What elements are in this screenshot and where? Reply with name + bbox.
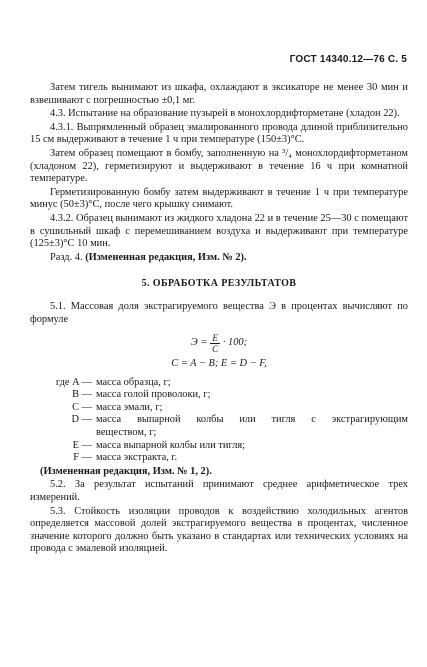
legend-symbol: C — [72, 401, 92, 413]
formula-mass-definitions: C = A − B; E = D − F, [171, 358, 267, 370]
formula-lhs: Э = [190, 336, 208, 348]
legend-description: масса образца, г; [96, 376, 171, 388]
legend-row [30, 440, 408, 453]
legend-description: масса экстракта, г. [96, 452, 178, 464]
legend-description: масса голой проволоки, г; [96, 389, 211, 401]
formula-mass-fraction [30, 332, 408, 354]
legend-symbol: F — [73, 452, 92, 464]
paragraph-sealed-bomb: Герметизированную бомбу затем выдерживают в течение 1 ч при температуре минус (50±3)°С, после чего крышку снимают. [30, 186, 408, 211]
paragraph-cooling: Затем тигель вынимают из шкафа, охлаждают в эксикаторе не менее 30 мин и взвешивают с погрешностью ±0,1 мг. [30, 82, 408, 106]
legend-symbol: E — [72, 439, 92, 451]
section-5-title: 5. ОБРАБОТКА РЕЗУЛЬТАТОВ [141, 278, 297, 290]
formula-numerator: E [212, 332, 218, 343]
legend-description: масса эмали, г; [96, 401, 163, 413]
formula-legend [30, 377, 408, 465]
legend-symbol: где A — [55, 376, 92, 388]
legend-continuation: веществом, г; [96, 427, 157, 439]
paragraph-4-3-2: 4.3.2. Образец вынимают из жидкого хладона 22 и в течение 25—30 с помещают в сушильный шкаф с перемешиванием воздуха и выдерживают при температуре (125±3)°С 10 мин. [30, 212, 408, 250]
legend-row [30, 389, 408, 402]
formula-rhs: · 100; [222, 336, 248, 348]
legend-row [30, 377, 408, 390]
page-header: ГОСТ 14340.12—76 С. 5 [289, 54, 407, 65]
legend-symbol: D — [71, 414, 92, 426]
paragraph-bomb: Затем образец помещают в бомбу, заполненную на ³/₄ монохлордифторметаном (хладоном 22), герметизируют и выдерживают в течение 16 ч при комнатной температуре. [30, 147, 408, 185]
change-note-section-5: (Измененная редакция, Изм. № 1, 2). [40, 465, 212, 477]
legend-row [30, 402, 408, 415]
legend-row [30, 452, 408, 465]
legend-row [30, 414, 408, 427]
paragraph-5-1: 5.1. Массовая доля экстрагируемого вещества Э в процентах вычисляют по формуле [30, 300, 408, 325]
paragraph-4-3: 4.3. Испытание на образование пузырей в монохлордифторметане (хладон 22). [50, 108, 400, 120]
document-body [30, 82, 408, 556]
paragraph-5-3: 5.3. Стойкость изоляции проводов к воздействию холодильных агентов определяется массовой долей экстрагируемого вещества в процентах, численное значение которого должно быть указано в стандартах или технических условиях на провода с эмалевой изоляцией. [30, 505, 408, 555]
paragraph-5-2: 5.2. За результат испытаний принимают среднее арифметическое трех измерений. [30, 479, 408, 504]
legend-description: масса выпарной колбы или тигля с экстрагирующим [96, 414, 408, 426]
change-lead: Разд. 4. [50, 251, 83, 263]
paragraph-4-3-1: 4.3.1. Выпрямленный образец эмалированного провода длиной приблизительно 15 см выдерживают в течение 1 ч при температуре (150±3)°С. [30, 121, 408, 146]
formula-fraction [210, 333, 220, 354]
legend-symbol: B — [72, 389, 92, 401]
formula-denominator: C [212, 343, 219, 354]
paragraph-section-4-change [30, 252, 408, 265]
change-note: (Измененная редакция, Изм. № 2). [85, 251, 247, 263]
legend-description: масса выпарной колбы или тигля; [96, 439, 246, 451]
